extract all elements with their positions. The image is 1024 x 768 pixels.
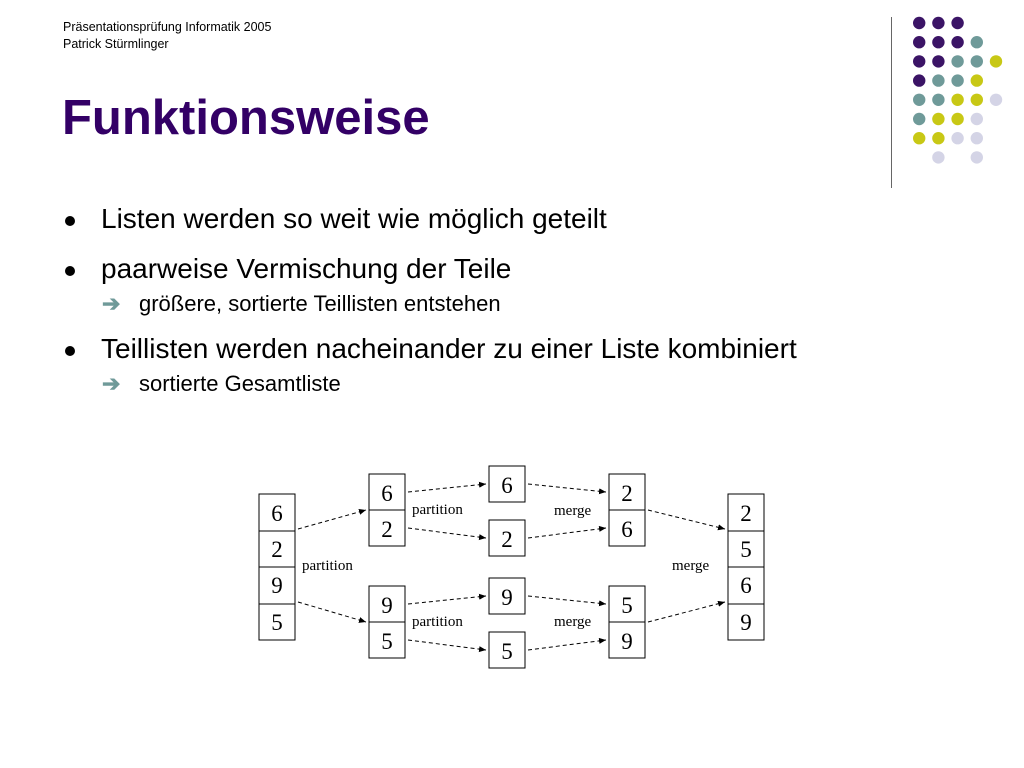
sub-bullet-text: sortierte Gesamtliste xyxy=(139,371,341,396)
single-value: 5 xyxy=(501,639,513,664)
diagram-arrow xyxy=(408,528,486,538)
decorative-dot xyxy=(913,17,925,29)
split-top-value: 6 xyxy=(381,481,393,506)
bullet-dot-icon xyxy=(65,346,75,356)
decorative-dot xyxy=(971,55,983,67)
merge-label: merge xyxy=(672,558,710,574)
decorative-dot xyxy=(913,94,925,106)
arrow-right-icon: ➔ xyxy=(102,291,121,316)
slide-title: Funktionsweise xyxy=(62,91,430,145)
mergesort-diagram xyxy=(258,462,768,674)
merge-label: merge xyxy=(554,503,592,519)
decorative-dot xyxy=(932,17,944,29)
diagram-arrow xyxy=(528,596,606,604)
decorative-dot xyxy=(971,36,983,48)
decorative-dot xyxy=(971,151,983,163)
final-value: 6 xyxy=(740,573,752,598)
decorative-dot xyxy=(913,132,925,144)
header-line-1: Präsentationsprüfung Informatik 2005 xyxy=(63,20,272,34)
sub-bullet-item xyxy=(63,370,1003,398)
decorative-dot xyxy=(932,94,944,106)
decorative-dot xyxy=(932,55,944,67)
decorative-dot xyxy=(932,132,944,144)
decorative-dot xyxy=(951,113,963,125)
decorative-dot xyxy=(913,113,925,125)
diagram-arrow xyxy=(648,510,725,529)
arrow-right-icon: ➔ xyxy=(102,371,121,396)
bullet-item xyxy=(63,332,1003,366)
decorative-dot xyxy=(913,74,925,86)
bullet-text: Listen werden so weit wie möglich geteilt xyxy=(101,203,607,234)
decorative-dot xyxy=(971,113,983,125)
merge-label: merge xyxy=(554,614,592,630)
decorative-dot xyxy=(951,94,963,106)
single-value: 6 xyxy=(501,473,513,498)
final-value: 5 xyxy=(740,537,752,562)
diagram-arrow xyxy=(528,484,606,492)
sub-bullet-item xyxy=(63,290,1003,318)
decorative-dot xyxy=(971,132,983,144)
diagram-arrow xyxy=(648,602,725,622)
decorative-dot xyxy=(913,36,925,48)
merged-bottom-value: 5 xyxy=(621,593,633,618)
initial-value: 9 xyxy=(271,573,283,598)
diagram-arrow xyxy=(528,528,606,538)
merged-bottom-value: 9 xyxy=(621,629,633,654)
decorative-dot xyxy=(932,151,944,163)
single-value: 9 xyxy=(501,585,513,610)
decorative-dot xyxy=(990,94,1002,106)
partition-label: partition xyxy=(412,502,463,518)
decorative-dot xyxy=(951,17,963,29)
initial-value: 2 xyxy=(271,537,283,562)
decorative-dot xyxy=(932,36,944,48)
decorative-dot xyxy=(951,55,963,67)
bullet-item xyxy=(63,202,1003,236)
bullet-list xyxy=(63,202,1003,412)
decorative-dot xyxy=(971,94,983,106)
bullet-dot-icon xyxy=(65,216,75,226)
merged-top-value: 2 xyxy=(621,481,633,506)
sub-bullet-text: größere, sortierte Teillisten entstehen xyxy=(139,291,501,316)
initial-value: 5 xyxy=(271,610,283,635)
diagram-arrow xyxy=(298,602,366,622)
diagram-arrow xyxy=(408,484,486,492)
decorative-dot xyxy=(913,55,925,67)
diagram-arrow xyxy=(528,640,606,650)
merged-top-value: 6 xyxy=(621,517,633,542)
header-line-2: Patrick Stürmlinger xyxy=(63,37,169,51)
final-value: 2 xyxy=(740,501,752,526)
decorative-dot xyxy=(951,36,963,48)
bullet-item xyxy=(63,252,1003,286)
decorative-dot xyxy=(990,55,1002,67)
diagram-arrow xyxy=(408,640,486,650)
final-value: 9 xyxy=(740,610,752,635)
split-bottom-value: 9 xyxy=(381,593,393,618)
single-value: 2 xyxy=(501,527,513,552)
diagram-arrow xyxy=(298,510,366,529)
decorative-dot xyxy=(932,74,944,86)
partition-label: partition xyxy=(412,614,463,630)
partition-label: partition xyxy=(302,558,353,574)
decorative-dot xyxy=(951,132,963,144)
bullet-text: Teillisten werden nacheinander zu einer Liste kombiniert xyxy=(101,333,797,364)
decorative-dot xyxy=(932,113,944,125)
split-top-value: 2 xyxy=(381,517,393,542)
diagram-arrow xyxy=(408,596,486,604)
decorative-dot xyxy=(971,74,983,86)
bullet-dot-icon xyxy=(65,266,75,276)
decorative-dot-grid xyxy=(0,0,1024,200)
initial-value: 6 xyxy=(271,501,283,526)
decorative-dot xyxy=(951,74,963,86)
split-bottom-value: 5 xyxy=(381,629,393,654)
bullet-text: paarweise Vermischung der Teile xyxy=(101,253,512,284)
